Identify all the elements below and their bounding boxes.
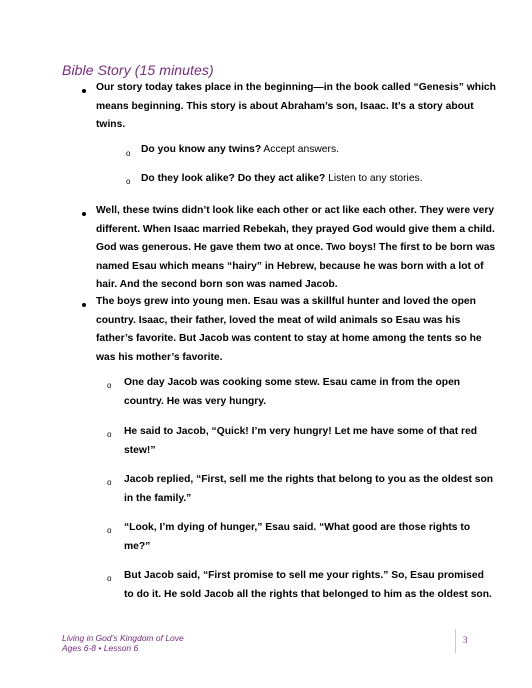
story-jacob-replied: Jacob replied, “First, sell me the rights that belong to you as the oldest son in the family.” bbox=[124, 474, 494, 504]
question-twins: Do you know any twins? Accept answers. bbox=[141, 144, 339, 155]
story-paragraph-young-men: The boys grew into young men. Esau was a skillful hunter and loved the open country. Isaac, their father, loved the meat of wild animals so Esau was his father’s favorite. But Jacob was content to stay at home among the tents so he was his mother’s favorite. bbox=[96, 296, 482, 363]
footer-divider bbox=[455, 629, 456, 653]
story-paragraph-esau-jacob-born: Well, these twins didn’t look like each other or act like each other. They were very different. When Isaac married Rebekah, they prayed God would give them a child. God was generous. He gave them two at once. Two boys! The first to be born was named Esau which means “hairy” in Hebrew, because he was born with a lot of hair. And the second born son was named Jacob. bbox=[96, 205, 496, 291]
story-paragraph-twins-intro: Our story today takes place in the beginning—in the book called “Genesis” which means beginning. This story is about Abraham’s son, Isaac. It’s a story about twins. bbox=[96, 82, 496, 131]
footer-book-title: Living in God’s Kingdom of Love bbox=[62, 633, 184, 643]
bullet-o-icon: o bbox=[107, 526, 112, 535]
story-stew-cooking: One day Jacob was cooking some stew. Esau came in from the open country. He was very hungry. bbox=[124, 377, 461, 407]
question-alike: Do they look alike? Do they act alike? Listen to any stories. bbox=[141, 173, 423, 184]
story-rights-sold: But Jacob said, “First promise to sell me your rights.” So, Esau promised to do it. He sold Jacob all the rights that belonged to him as the oldest son. bbox=[124, 570, 492, 600]
bullet-disc-icon bbox=[82, 89, 86, 93]
section-title: Bible Story (15 minutes) bbox=[62, 62, 214, 78]
bullet-o-icon: o bbox=[107, 478, 112, 487]
bullet-o-icon: o bbox=[126, 149, 131, 158]
bullet-o-icon: o bbox=[107, 381, 112, 390]
page-number: 3 bbox=[463, 635, 468, 645]
story-esau-hungry: He said to Jacob, “Quick! I’m very hungry! Let me have some of that red stew!” bbox=[124, 426, 478, 456]
story-esau-dying: “Look, I’m dying of hunger,” Esau said. “What good are those rights to me?” bbox=[124, 522, 471, 552]
bullet-disc-icon bbox=[82, 303, 86, 307]
bullet-disc-icon bbox=[82, 212, 86, 216]
bullet-o-icon: o bbox=[126, 177, 131, 186]
bullet-o-icon: o bbox=[107, 574, 112, 583]
bullet-o-icon: o bbox=[107, 430, 112, 439]
footer-lesson-info: Ages 6-8 • Lesson 6 bbox=[62, 643, 139, 653]
